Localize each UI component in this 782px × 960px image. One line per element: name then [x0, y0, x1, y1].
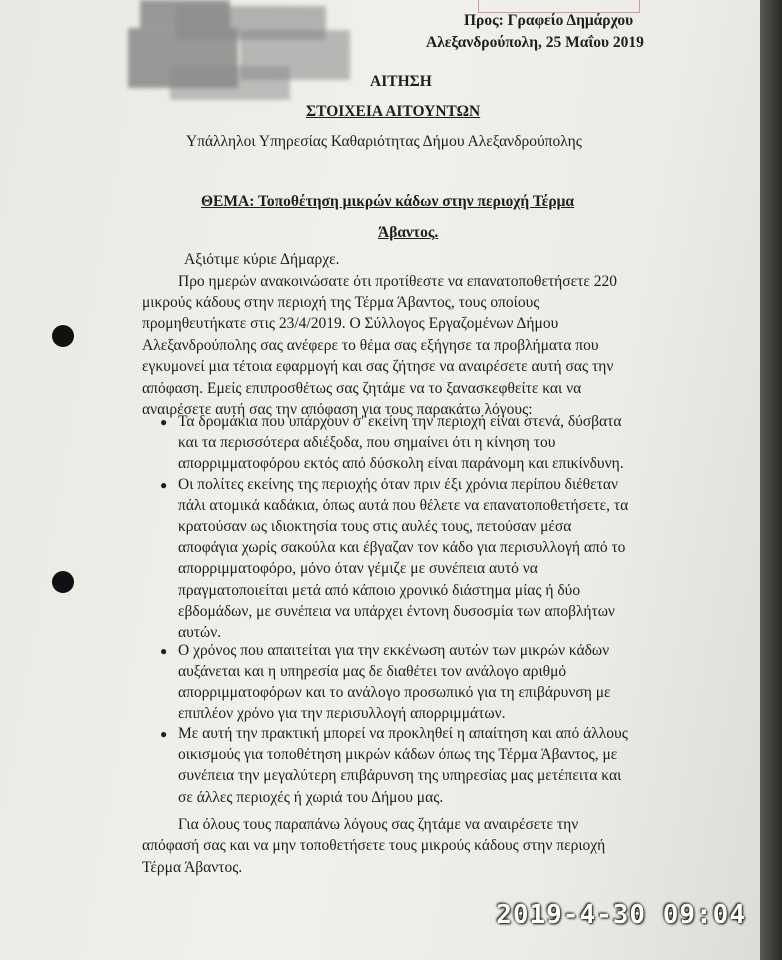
- bullet-line: απορριμματοφόρων και το ανάλογο προσωπικό για τη επιβάρυνση με: [178, 684, 611, 701]
- paragraph-line: εγκυμονεί μια τέτοια εφαρμογή και σας ζήτησε να αναιρέσετε αυτή σας την: [142, 358, 614, 375]
- paragraph-line: αναιρέσετε αυτή σας την απόφαση για τους παρακάτω λόγους:: [142, 401, 533, 418]
- bullet-line: απορριμματοφόρο, μόνο όταν γέμιζε με συνέπεια αυτό να: [178, 560, 538, 577]
- paragraph-line: προμηθευτήκατε στις 23/4/2019. Ο Σύλλογος Εργαζομένων Δήμου: [142, 315, 559, 332]
- recipient-line: Προς: Γραφείο Δημάρχου: [464, 12, 634, 29]
- paragraph-line: Τέρμα Άβαντος.: [142, 859, 243, 876]
- bullet-line: Με αυτή την πρακτική μπορεί να προκληθεί η απαίτηση και από άλλους: [178, 725, 628, 742]
- bullet-icon: ●: [160, 415, 168, 429]
- bullet-line: Ο χρόνος που απαιτείται για την εκκένωση αυτών των μικρών κάδων: [178, 642, 610, 659]
- bullet-line: απορριμματοφόρου εκτός από δύσκολη είναι παράνομη και επικίνδυνη.: [178, 455, 624, 472]
- bullet-line: αυξάνεται και η υπηρεσία μας δε διαθέτει τον ανάλογο αριθμό: [178, 663, 567, 680]
- document-title: ΑΙΤΗΣΗ: [370, 73, 432, 90]
- bullet-line: οικισμούς για τοποθέτηση μικρών κάδων όπως της Τέρμα Άβαντος, με: [178, 746, 618, 763]
- bullet-line: σε άλλες περιοχές ή χωριά του Δήμου μας.: [178, 789, 444, 806]
- subject-line-1: ΘΕΜΑ: Τοποθέτηση μικρών κάδων στην περιοχή Τέρμα: [201, 193, 575, 210]
- subject-line-2: Άβαντος.: [378, 224, 439, 241]
- salutation: Αξιότιμε κύριε Δήμαρχε.: [184, 251, 340, 268]
- bullet-line: Οι πολίτες εκείνης της περιοχής όταν πριν έξι χρόνια περίπου διέθεταν: [178, 476, 618, 493]
- bullet-icon: ●: [160, 644, 168, 658]
- bullet-line: συνέπεια την μεγαλύτερη επιβάρυνση της υπηρεσίας μας μετέπειτα και: [178, 767, 622, 784]
- bullet-icon: ●: [160, 727, 168, 741]
- place-date-line: Αλεξανδρούπολη, 25 Μαΐου 2019: [426, 34, 644, 51]
- redacted-area: [170, 66, 290, 100]
- paragraph-line: απόφασή σας και να μην τοποθετήσετε τους μικρούς κάδους στην περιοχή: [142, 837, 606, 854]
- bullet-line: αποφάγια χωρίς σακούλα και έβγαζαν τον κάδο για περισυλλογή από το: [178, 539, 626, 556]
- punch-hole: [52, 325, 74, 347]
- bullet-line: και τα περισσότερα αδιέξοδα, που σημαίνει ότι η κίνηση του: [178, 434, 556, 451]
- punch-hole: [52, 571, 74, 593]
- table-edge: [760, 0, 782, 960]
- paragraph-line: μικρούς κάδους στην περιοχή της Τέρμα Άβαντος, τους οποίους: [142, 294, 540, 311]
- bullet-line: κρατούσαν ως ιδιοκτησία τους στις αυλές τους, πετούσαν μέσα: [178, 518, 572, 535]
- paragraph-line: Αλεξανδρούπολης σας ανέφερε το θέμα σας εξήγησε τα προβλήματα που: [142, 337, 599, 354]
- bullet-line: πάλι ατομικά καδάκια, όπως αυτά που θέλετε να επανατοποθετήσετε, τα: [178, 497, 629, 514]
- bullet-line: πραγματοποιείται μετά από κάποιο χρονικό διάστημα μίας ή δύο: [178, 582, 581, 599]
- bullet-line: εβδομάδων, με συνέπεια να υπάρχει έντονη δυσοσμία των αποβλήτων: [178, 603, 615, 620]
- paragraph-line: Για όλους τους παραπάνω λόγους σας ζητάμε να αναιρέσετε την: [178, 816, 579, 833]
- bullet-line: Τα δρομάκια που υπάρχουν σ' εκείνη την περιοχή είναι στενά, δύσβατα: [178, 413, 622, 430]
- bullet-icon: ●: [160, 478, 168, 492]
- bullet-line: επιπλέον χρόνο για την περισυλλογή απορριμμάτων.: [178, 705, 506, 722]
- bullet-line: αυτών.: [178, 624, 222, 641]
- applicants-heading: ΣΤΟΙΧΕΙΑ ΑΙΤΟΥΝΤΩΝ: [306, 103, 481, 120]
- paragraph-line: Προ ημερών ανακοινώσατε ότι προτίθεστε να επανατοποθετήσετε 220: [178, 273, 618, 290]
- applicants-text: Υπάλληλοι Υπηρεσίας Καθαριότητας Δήμου Αλεξανδρούπολης: [186, 133, 582, 150]
- paragraph-line: απόφαση. Εμείς επιπροσθέτως σας ζητάμε να το ξανασκεφθείτε και να: [142, 380, 582, 397]
- photo-timestamp: 2019-4-30 09:04: [496, 900, 746, 930]
